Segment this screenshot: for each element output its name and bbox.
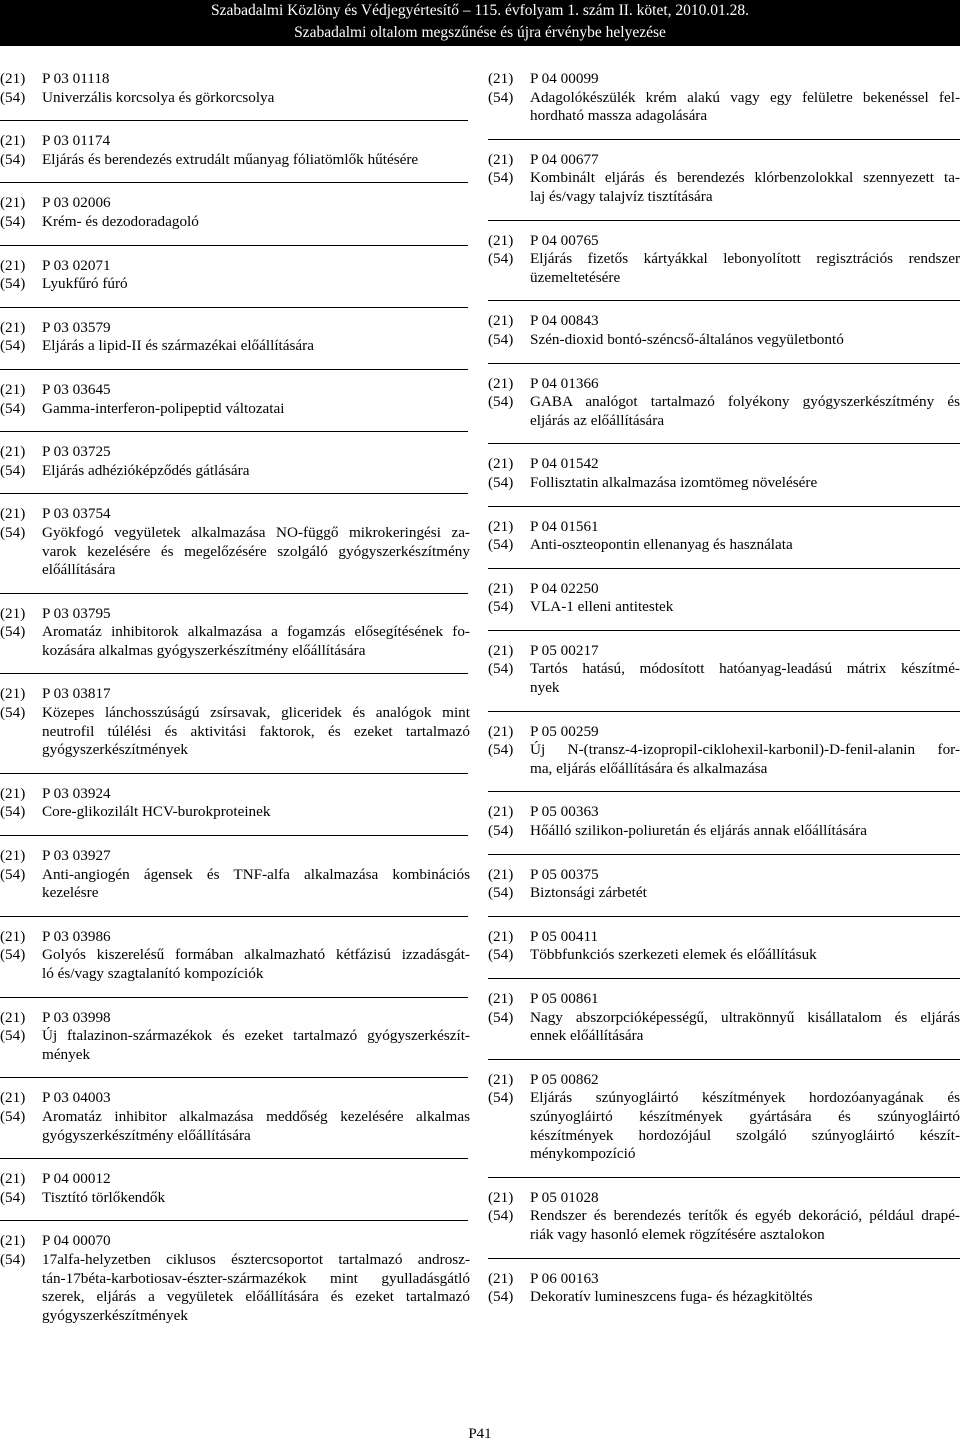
invention-title-row [0,1108,470,1145]
inid-code-54: (54) [488,822,514,840]
application-number: P 03 03725 [42,443,111,461]
invention-title-line: kezelésre [42,884,99,902]
entry-separator [0,493,468,494]
inid-code-21: (21) [488,722,514,740]
inid-code-54: (54) [488,88,514,106]
entry-separator [0,673,468,674]
inid-code-54: (54) [488,473,514,491]
inid-code-21: (21) [488,517,514,535]
application-number-row [488,518,960,537]
application-number-row [0,505,470,524]
inid-code-21: (21) [0,784,26,802]
entry-separator [0,182,468,183]
inid-code-54: (54) [0,88,26,106]
patent-entry [0,1009,470,1065]
inid-code-21: (21) [0,1008,26,1026]
invention-title-row [488,393,960,430]
application-number-row [488,803,960,822]
inid-code-54: (54) [0,1188,26,1206]
application-number: P 03 01118 [42,70,110,87]
invention-title-line: Hőálló szilikon-poliuretán és eljárás annak előállítására [530,822,867,840]
inid-code-21: (21) [488,990,514,1007]
invention-title-row [488,536,960,555]
invention-title-line: Golyós kiszerelésű formában alkalmazható kétfázisú izzadásgát- [42,946,470,964]
inid-code-21: (21) [488,231,514,249]
application-number: P 03 03986 [42,927,111,945]
inid-code-54: (54) [488,946,514,964]
entry-separator [488,1258,960,1259]
invention-title-row [0,946,470,983]
inid-code-54: (54) [0,212,26,230]
journal-title: Szabadalmi Közlöny és Védjegyértesítő – 115. évfolyam 1. szám II. kötet, 2010.01.28. [210,2,750,19]
inid-code-54: (54) [0,865,26,883]
right-column [488,70,960,1307]
entry-separator [488,791,960,792]
inid-code-54: (54) [0,1107,26,1125]
invention-title-row [488,741,960,778]
invention-title-row [488,946,960,965]
invention-title-line: Krém- és dezodoradagoló [42,212,199,230]
invention-title-row [0,803,470,822]
application-number: P 03 03579 [42,318,111,336]
invention-title-line: Eljárás adhézióképződés gátlására [42,461,250,479]
patent-entry [0,70,470,107]
invention-title-line: ennek előállítására [530,1027,644,1045]
application-number-row [488,455,960,474]
inid-code-54: (54) [488,884,514,902]
patent-entry [488,990,960,1046]
left-column [0,70,470,1325]
invention-title-line: Univerzális korcsolya és görkorcsolya [42,88,275,106]
invention-title-row [0,275,470,294]
patent-entry [0,194,470,231]
inid-code-54: (54) [488,741,514,759]
invention-title-row [0,462,470,481]
inid-code-54: (54) [0,946,26,964]
inid-code-54: (54) [488,1008,514,1026]
section-title: Szabadalmi oltalom megszűnése és újra érvénybe helyezése [294,24,666,41]
application-number: P 03 03645 [42,380,111,398]
inid-code-54: (54) [0,803,26,821]
entry-separator [0,1077,468,1078]
invention-title-row [0,524,470,580]
invention-title-row [488,598,960,617]
application-number: P 05 01028 [530,1188,599,1206]
invention-title-line: VLA-1 elleni antitestek [530,598,674,616]
invention-title-line: hordható massza adagolására [530,107,708,125]
inid-code-54: (54) [488,536,514,554]
invention-title-row [0,1027,470,1064]
patent-entry [488,232,960,288]
entry-separator [488,978,960,979]
invention-title-row [0,89,470,108]
application-number-row [488,1189,960,1208]
invention-title-line: Aromatáz inhibitorok alkalmazása a fogamzás elősegítésének fo- [42,623,470,641]
inid-code-54: (54) [0,275,26,293]
inid-code-54: (54) [488,250,514,268]
invention-title-line: Eljárás és berendezés extrudált műanyag fóliatömlők hűtésére [42,150,419,168]
patent-entry [0,1089,470,1145]
invention-title-line: Új ftalazinon-származékok és ezeket tartalmazó gyógyszerkészít- [42,1027,470,1045]
inid-code-21: (21) [488,927,514,945]
invention-title-line: előállítására [42,561,116,579]
inid-code-21: (21) [0,70,26,87]
page-number: P41 [468,1426,492,1442]
application-number: P 03 03754 [42,505,111,523]
invention-title-line: Gamma-interferon-polipeptid változatai [42,399,285,417]
patent-entry [0,1232,470,1325]
invention-title-line: riák vagy hasonló elemek rögzítésére asztalokon [530,1225,825,1243]
patent-entry [0,605,470,661]
application-number: P 05 00411 [530,927,599,945]
invention-title-row [488,1207,960,1244]
invention-title-row [0,623,470,660]
patent-entry [488,803,960,840]
invention-title-line: Biztonsági zárbetét [530,884,647,902]
application-number: P 03 03998 [42,1008,111,1026]
entry-separator [0,431,468,432]
inid-code-21: (21) [0,505,26,523]
patent-entry [0,381,470,418]
patent-entry [0,847,470,903]
invention-title-line: Új N-(transz-4-izopropil-ciklohexil-karbonil)-D-fenil-alanin for- [530,741,960,759]
entry-separator [488,443,960,444]
patent-entry [488,151,960,207]
invention-title-row [488,169,960,206]
inid-code-54: (54) [488,598,514,616]
invention-title-line: neutrofil túlélési és aktivitási faktorok, és ezeket tartalmazó [42,722,470,740]
patent-entry [0,257,470,294]
invention-title-line: készítmények hordozójául szolgáló szúnyogláirtó készít- [530,1126,960,1144]
application-number: P 05 00217 [530,641,599,659]
invention-title-line: Follisztatin alkalmazása izomtömeg növelésére [530,473,818,491]
inid-code-21: (21) [0,194,26,212]
invention-title-line: gyógyszerkészítmény előállítására [42,1126,251,1144]
application-number-row [0,1170,470,1189]
invention-title-line: nyek [530,679,560,697]
entry-separator [488,916,960,917]
entry-separator [0,593,468,594]
inid-code-21: (21) [488,803,514,821]
patent-entry [0,785,470,822]
application-number-row [0,928,470,947]
inid-code-54: (54) [0,337,26,355]
application-number-row [0,605,470,624]
invention-title-row [0,337,470,356]
invention-title-row [0,400,470,419]
invention-title-row [488,331,960,350]
application-number-row [488,723,960,742]
entry-separator [488,300,960,301]
invention-title-row [488,1089,960,1163]
application-number: P 03 03795 [42,604,111,622]
application-number-row [488,375,960,394]
invention-title-row [488,1009,960,1046]
application-number-row [488,70,960,89]
inid-code-21: (21) [0,685,26,703]
application-number-row [488,866,960,885]
entry-separator [488,1177,960,1178]
application-number: P 04 01542 [530,455,599,473]
invention-title-row [488,884,960,903]
application-number-row [0,1232,470,1251]
entry-separator [0,120,468,121]
patent-entry [488,1270,960,1307]
entry-separator [0,1158,468,1159]
patent-entry [0,443,470,480]
inid-code-54: (54) [488,1207,514,1225]
invention-title-line: Eljárás fizetős kártyákkal lebonyolított regisztrációs rendszer [530,250,960,268]
invention-title-line: üzemeltetésére [530,268,621,286]
patent-entry [488,455,960,492]
invention-title-line: ménykompozíció [530,1145,636,1163]
invention-title-row [0,1189,470,1208]
application-number: P 04 00099 [530,70,599,87]
application-number-row [0,685,470,704]
inid-code-21: (21) [0,1170,26,1188]
application-number-row [0,194,470,213]
patent-entry [0,928,470,984]
application-number: P 05 00862 [530,1070,599,1088]
inid-code-21: (21) [0,318,26,336]
application-number-row [488,642,960,661]
inid-code-21: (21) [488,150,514,168]
patent-entry [0,685,470,759]
application-number: P 05 00363 [530,803,599,821]
patent-entry [488,866,960,903]
inid-code-21: (21) [0,380,26,398]
application-number-row [488,928,960,947]
patent-entry [488,70,960,126]
application-number-row [488,312,960,331]
inid-code-21: (21) [488,1188,514,1206]
entry-separator [488,630,960,631]
invention-title-line: Aromatáz inhibitor alkalmazása meddőség kezelésére alkalmas [42,1107,470,1125]
inid-code-54: (54) [0,150,26,168]
entry-separator [0,916,468,917]
inid-code-54: (54) [0,1027,26,1045]
invention-title-line: tán-17béta-karbotiosav-észter-származékok mint gyulladásgátló [42,1269,470,1287]
inid-code-21: (21) [0,604,26,622]
inid-code-54: (54) [0,704,26,722]
patent-entry [488,1071,960,1164]
application-number: P 04 01366 [530,374,599,392]
invention-title-line: Kombinált eljárás és berendezés klórbenzolokkal szennyezett ta- [530,169,960,187]
inid-code-21: (21) [488,579,514,597]
patent-entry [0,505,470,579]
inid-code-54: (54) [0,399,26,417]
entry-separator [0,369,468,370]
invention-title-line: GABA analógot tartalmazó folyékony gyógyszerkészítmény és [530,393,960,411]
application-number-row [488,151,960,170]
patent-entry [488,1189,960,1245]
invention-title-line: mények [42,1045,91,1063]
entry-separator [488,568,960,569]
invention-title-line: Közepes lánchosszúságú zsírsavak, gliceridek és analógok mint [42,704,470,722]
application-number-row [0,319,470,338]
invention-title-line: 17alfa-helyzetben ciklusos észtercsoportot tartalmazó androsz- [42,1250,470,1268]
inid-code-21: (21) [488,70,514,87]
invention-title-line: varok kezelésére és megelőzésére szolgáló gyógyszerkészítmény [42,542,470,560]
invention-title-line: Szén-dioxid bontó-széncső-általános vegyületbontó [530,330,844,348]
entry-separator [0,773,468,774]
entry-separator [488,139,960,140]
entry-separator [0,245,468,246]
inid-code-54: (54) [488,330,514,348]
invention-title-line: Nagy abszorpcióképességű, ultrakönnyű kisállatalom és eljárás [530,1008,960,1026]
invention-title-row [488,1288,960,1307]
entry-separator [488,1059,960,1060]
invention-title-line: Eljárás szúnyogláirtó készítmények hordozóanyagának és [530,1089,960,1107]
invention-title-line: Anti-angiogén ágensek és TNF-alfa alkalmazása kombinációs [42,865,470,883]
entry-separator [0,1220,468,1221]
inid-code-21: (21) [0,1232,26,1250]
entry-separator [488,506,960,507]
invention-title-line: Tartós hatású, módosított hatóanyag-leadású mátrix készítmé- [530,660,960,678]
invention-title-row [488,89,960,126]
application-number-row [0,70,470,89]
invention-title-line: Anti-oszteopontin ellenanyag és használata [530,536,793,554]
invention-title-row [0,1251,470,1325]
application-number-row [488,1071,960,1090]
application-number: P 03 01174 [42,132,111,150]
application-number: P 03 03927 [42,847,111,865]
invention-title-row [0,151,470,170]
inid-code-54: (54) [488,1089,514,1107]
patent-entry [0,132,470,169]
application-number: P 04 00677 [530,150,599,168]
application-number: P 03 02071 [42,256,111,274]
inid-code-21: (21) [488,374,514,392]
application-number-row [488,1270,960,1289]
invention-title-line: gyógyszerkészítmények [42,1306,188,1324]
patent-entry [488,580,960,617]
application-number: P 05 00861 [530,990,599,1007]
application-number: P 04 01561 [530,517,599,535]
application-number: P 04 02250 [530,579,599,597]
inid-code-21: (21) [488,312,514,330]
application-number: P 04 00070 [42,1232,111,1250]
patent-entry [488,723,960,779]
application-number-row [488,990,960,1009]
application-number: P 03 02006 [42,194,111,212]
patent-entry [488,312,960,349]
application-number: P 03 03924 [42,784,111,802]
application-number-row [0,847,470,866]
invention-title-row [488,250,960,287]
application-number: P 06 00163 [530,1269,599,1287]
inid-code-21: (21) [0,443,26,461]
application-number-row [0,1009,470,1028]
inid-code-21: (21) [0,1089,26,1107]
inid-code-54: (54) [488,1288,514,1306]
entry-separator [488,854,960,855]
inid-code-54: (54) [0,623,26,641]
application-number: P 03 04003 [42,1089,111,1107]
application-number-row [0,132,470,151]
entry-separator [488,363,960,364]
inid-code-21: (21) [0,132,26,150]
entry-separator [488,220,960,221]
inid-code-21: (21) [0,256,26,274]
entry-separator [488,711,960,712]
application-number-row [0,381,470,400]
application-number: P 04 00765 [530,231,599,249]
patent-entry [0,1170,470,1207]
invention-title-line: Többfunkciós szerkezeti elemek és előállításuk [530,946,817,964]
application-number-row [0,257,470,276]
invention-title-line: kozására alkalmas gyógyszerkészítmény előállítására [42,641,366,659]
application-number: P 04 00012 [42,1170,111,1188]
invention-title-line: Lyukfűró fúró [42,275,128,293]
inid-code-54: (54) [0,1250,26,1268]
invention-title-line: laj és/vagy talajvíz tisztítására [530,187,713,205]
entry-separator [0,835,468,836]
inid-code-54: (54) [488,169,514,187]
application-number: P 05 00259 [530,722,599,740]
invention-title-line: Rendszer és berendezés terítők és egyéb dekoráció, például drapé- [530,1207,960,1225]
invention-title-row [0,213,470,232]
entry-separator [0,307,468,308]
patent-entry [0,319,470,356]
patent-entry [488,928,960,965]
invention-title-line: Dekoratív lumineszcens fuga- és hézagkitöltés [530,1288,813,1306]
inid-code-54: (54) [488,660,514,678]
patent-entry [488,375,960,431]
application-number-row [0,1089,470,1108]
invention-title-line: ma, eljárás előállítására és alkalmazása [530,759,768,777]
invention-title-row [488,822,960,841]
invention-title-line: Core-glikozilált HCV-burokproteinek [42,803,271,821]
application-number-row [0,785,470,804]
application-number-row [0,443,470,462]
inid-code-21: (21) [488,455,514,473]
inid-code-21: (21) [0,927,26,945]
invention-title-line: ló és/vagy szagtalanító kompozíciók [42,965,264,982]
patent-entry [488,518,960,555]
application-number: P 03 03817 [42,685,111,703]
application-number: P 04 00843 [530,312,599,330]
invention-title-row [0,866,470,903]
inid-code-21: (21) [488,1070,514,1088]
invention-title-line: eljárás az előállítására [530,411,665,429]
invention-title-line: Eljárás a lipid-II és származékai előállítására [42,337,314,355]
invention-title-line: Adagolókészülék krém alakú vagy egy felületre bekenéssel fel- [530,88,960,106]
inid-code-21: (21) [488,865,514,883]
application-number: P 05 00375 [530,865,599,883]
invention-title-line: szúnyogláirtó készítmények gyártására és szúnyogláirtó [530,1107,960,1125]
invention-title-row [0,704,470,760]
application-number-row [488,232,960,251]
invention-title-line: Tisztító törlőkendők [42,1188,166,1206]
inid-code-54: (54) [0,461,26,479]
inid-code-54: (54) [0,523,26,541]
invention-title-line: Gyökfogó vegyületek alkalmazása NO-függő mikrokeringési za- [42,523,470,541]
entry-separator [0,997,468,998]
patent-entry [488,642,960,698]
inid-code-21: (21) [488,1269,514,1287]
inid-code-21: (21) [488,641,514,659]
invention-title-line: szerek, eljárás a vegyületek előállítására és ezeket tartalmazó [42,1288,470,1306]
publication-header [0,0,960,46]
invention-title-line: gyógyszerkészítmények [42,741,188,759]
inid-code-54: (54) [488,393,514,411]
inid-code-21: (21) [0,847,26,865]
application-number-row [488,580,960,599]
invention-title-row [488,474,960,493]
invention-title-row [488,660,960,697]
